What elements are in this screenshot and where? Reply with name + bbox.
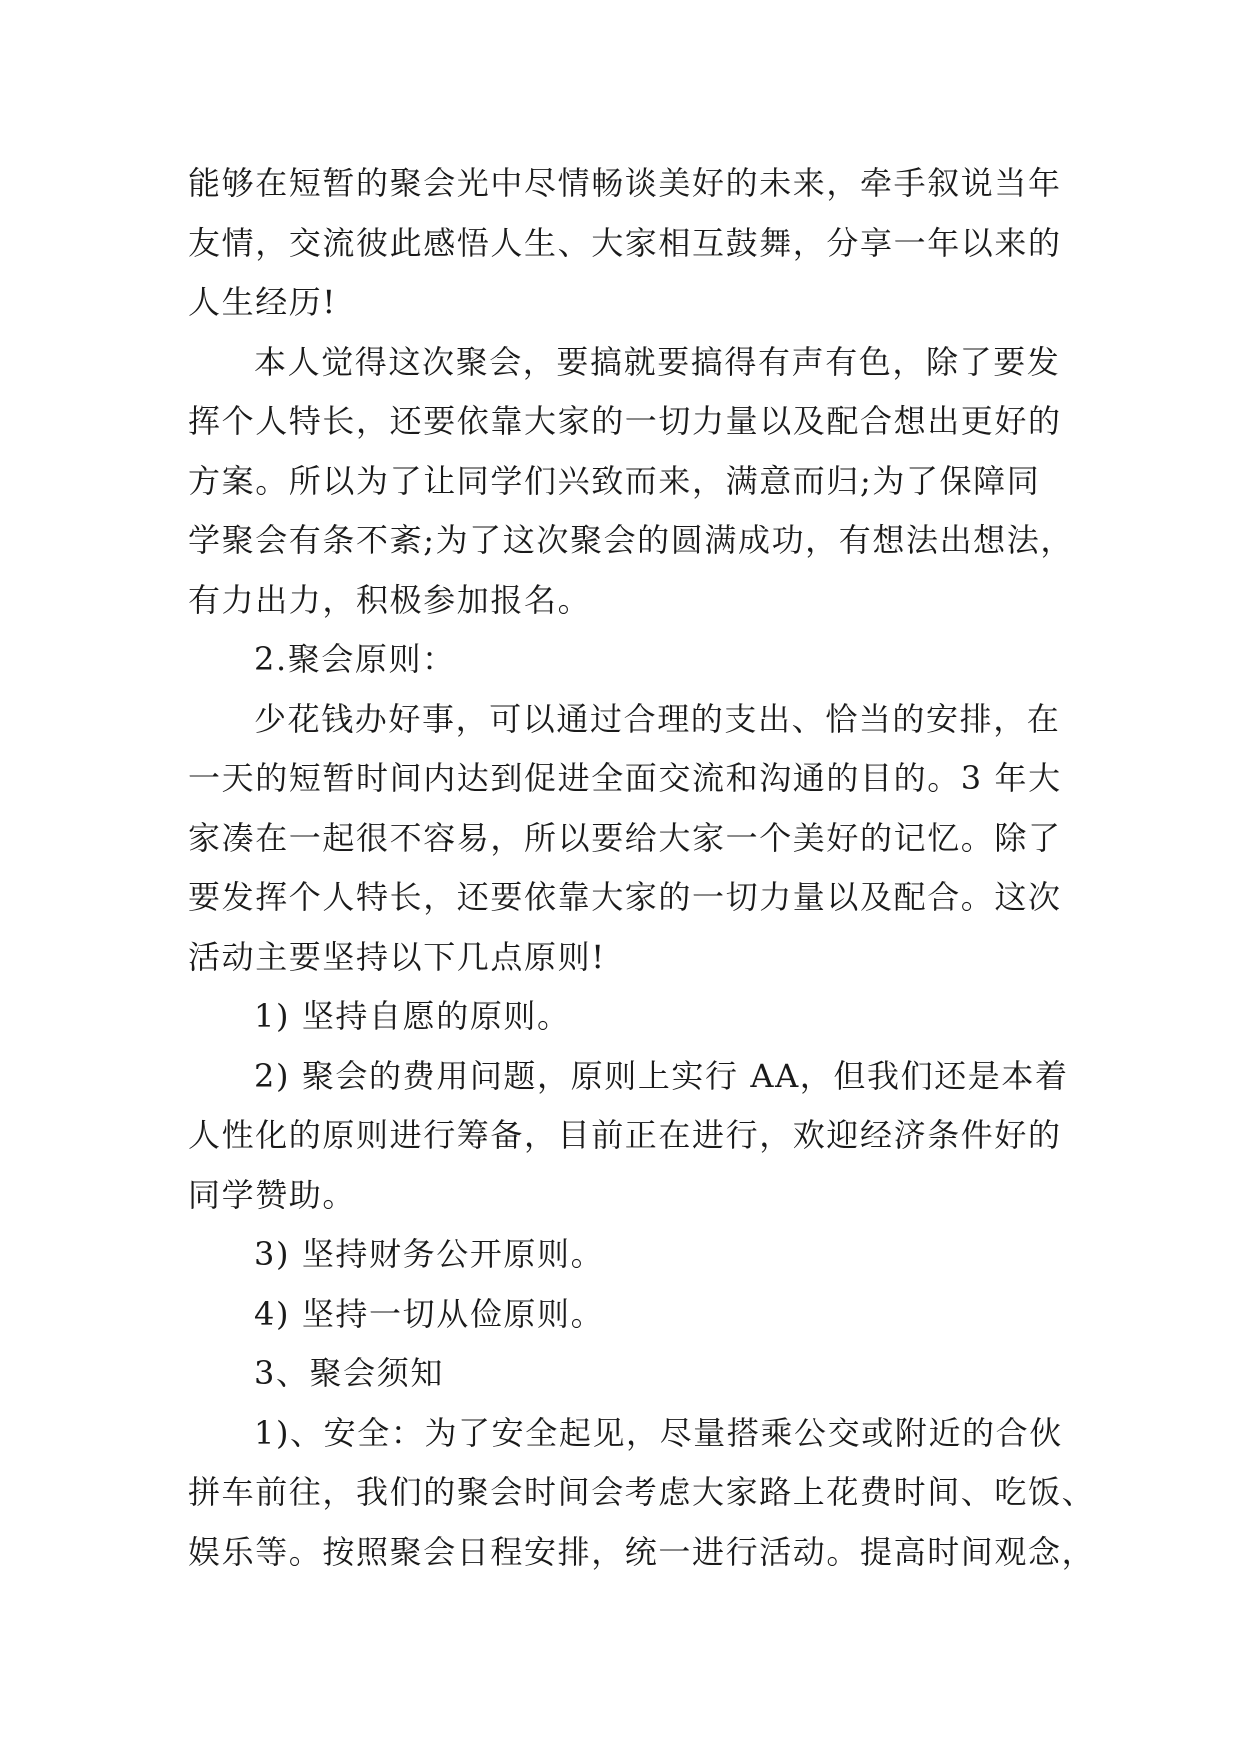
text-line: 挥个人特长，还要依靠大家的一切力量以及配合想出更好的: [188, 402, 1062, 440]
text-line: 人生经历!: [188, 283, 337, 321]
document-body: [188, 154, 1096, 1582]
text-line: 友情，交流彼此感悟人生、大家相互鼓舞，分享一年以来的: [188, 223, 1062, 262]
list-item: 4) 坚持一切从俭原则。: [254, 1294, 605, 1333]
text-line: 能够在短暂的聚会光中尽情畅谈美好的未来，牵手叙说当年: [188, 164, 1062, 202]
text-line: 家凑在一起很不容易，所以要给大家一个美好的记忆。除了: [188, 818, 1062, 857]
list-item: 3) 坚持财务公开原则。: [254, 1235, 605, 1273]
text-line: 拼车前往，我们的聚会时间会考虑大家路上花费时间、吃饭、: [188, 1473, 1096, 1511]
text-line: 娱乐等。按照聚会日程安排，统一进行活动。提高时间观念，: [188, 1532, 1096, 1571]
section-heading: 3、聚会须知: [254, 1354, 444, 1392]
section-heading: 2.聚会原则：: [254, 640, 456, 678]
text-line: 要发挥个人特长，还要依靠大家的一切力量以及配合。这次: [188, 878, 1062, 916]
text-line: 有力出力，积极参加报名。: [188, 580, 592, 619]
text-line: 少花钱办好事，可以通过合理的支出、恰当的安排，在: [254, 699, 1061, 738]
text-line: 一天的短暂时间内达到促进全面交流和沟通的目的。3 年大: [188, 759, 1062, 797]
text-line: 同学赞助。: [188, 1175, 357, 1214]
list-item: 1) 坚持自愿的原则。: [254, 997, 571, 1035]
text-line: 方案。所以为了让同学们兴致而来，满意而归;为了保障同: [188, 461, 1041, 500]
text-line: 人性化的原则进行筹备，目前正在进行，欢迎经济条件好的: [188, 1116, 1062, 1154]
text-line: 活动主要坚持以下几点原则!: [188, 937, 606, 976]
text-line: 本人觉得这次聚会，要搞就要搞得有声有色，除了要发: [254, 342, 1061, 381]
list-item: 1)、安全：为了安全起见，尽量搭乘公交或附近的合伙: [254, 1413, 1063, 1452]
list-item: 2) 聚会的费用问题，原则上实行 AA，但我们还是本着: [254, 1056, 1069, 1095]
text-line: 学聚会有条不紊;为了这次聚会的圆满成功，有想法出想法，: [188, 521, 1074, 559]
